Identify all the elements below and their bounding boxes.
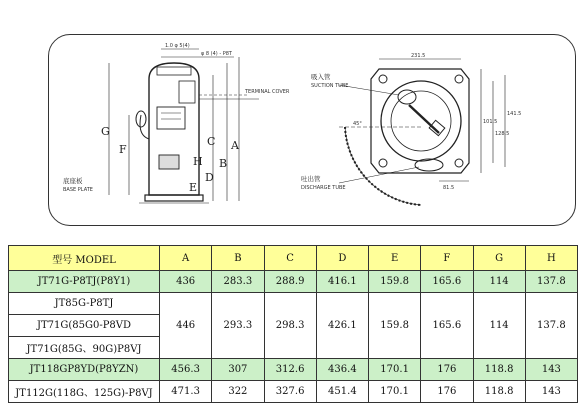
dim-angle-label: 45° bbox=[353, 121, 362, 127]
header-e: E bbox=[369, 246, 421, 271]
dim-e-label: E bbox=[189, 181, 198, 194]
cell-d: 451.4 bbox=[316, 381, 368, 403]
cell-h: 137.8 bbox=[525, 293, 577, 359]
dim-g-label: G bbox=[101, 125, 110, 138]
dim-top-left-label: 1.0 φ 5(4) bbox=[165, 43, 190, 49]
cell-c: 327.6 bbox=[264, 381, 316, 403]
cell-e: 170.1 bbox=[369, 359, 421, 381]
cell-model: JT71G(85G0-P8VD bbox=[9, 315, 160, 337]
cell-f: 176 bbox=[421, 359, 473, 381]
table-row bbox=[9, 381, 578, 403]
discharge-cn-label: 吐出管 bbox=[301, 175, 321, 183]
cell-model: JT85G-P8TJ bbox=[9, 293, 160, 315]
cell-h: 143 bbox=[525, 381, 577, 403]
compressor-dimension-drawing bbox=[49, 35, 575, 225]
dim-top-right-label: φ 8 (4) - P8T bbox=[201, 51, 232, 57]
cell-b: 307 bbox=[212, 359, 264, 381]
cell-g: 118.8 bbox=[473, 359, 525, 381]
suction-en-label: SUCTION TUBE bbox=[311, 83, 349, 89]
cell-d: 426.1 bbox=[316, 293, 368, 359]
header-b: B bbox=[212, 246, 264, 271]
header-d: D bbox=[316, 246, 368, 271]
compressor-top-view bbox=[339, 59, 505, 205]
dim-d-label: D bbox=[205, 171, 214, 184]
cell-c: 288.9 bbox=[264, 271, 316, 293]
cell-b: 322 bbox=[212, 381, 264, 403]
cell-g: 118.8 bbox=[473, 381, 525, 403]
compressor-dimension-table bbox=[8, 245, 578, 403]
dim-width-label: 231.5 bbox=[411, 53, 426, 59]
header-f: F bbox=[421, 246, 473, 271]
header-model: 型号 MODEL bbox=[9, 246, 160, 271]
cell-a: 471.3 bbox=[160, 381, 212, 403]
dim-f-label: F bbox=[119, 143, 127, 156]
cell-a: 456.3 bbox=[160, 359, 212, 381]
cell-h: 143 bbox=[525, 359, 577, 381]
dim-right-label: 101.5 bbox=[483, 119, 498, 125]
cell-d: 436.4 bbox=[316, 359, 368, 381]
cell-e: 159.8 bbox=[369, 293, 421, 359]
cell-h: 137.8 bbox=[525, 271, 577, 293]
table-header-row bbox=[9, 246, 578, 271]
base-plate-en-label: BASE PLATE bbox=[63, 187, 93, 193]
cell-c: 298.3 bbox=[264, 293, 316, 359]
dim-b-label: B bbox=[219, 157, 228, 170]
dim-a-label: A bbox=[231, 139, 239, 152]
dim-c-label: C bbox=[207, 135, 216, 148]
cell-c: 312.6 bbox=[264, 359, 316, 381]
compressor-side-view bbox=[109, 49, 259, 203]
cell-model: JT118GP8YD(P8YZN) bbox=[9, 359, 160, 381]
discharge-en-label: DISCHARGE TUBE bbox=[301, 185, 346, 191]
suction-cn-label: 吸入管 bbox=[311, 73, 331, 81]
dim-r1-label: 128.5 bbox=[495, 131, 510, 137]
technical-drawing-panel bbox=[48, 34, 576, 226]
header-a: A bbox=[160, 246, 212, 271]
header-h: H bbox=[525, 246, 577, 271]
cell-f: 165.6 bbox=[421, 271, 473, 293]
dim-r2-label: 141.5 bbox=[507, 111, 522, 117]
header-c: C bbox=[264, 246, 316, 271]
table-row bbox=[9, 271, 578, 293]
cell-e: 170.1 bbox=[369, 381, 421, 403]
dim-bottom-label: 81.5 bbox=[443, 185, 455, 191]
table-row bbox=[9, 293, 578, 315]
cell-a: 436 bbox=[160, 271, 212, 293]
cell-model: JT71G(85G、90G)P8VJ bbox=[9, 337, 160, 359]
cell-f: 165.6 bbox=[421, 293, 473, 359]
base-plate-cn-label: 底座板 bbox=[63, 177, 83, 185]
cell-e: 159.8 bbox=[369, 271, 421, 293]
cell-g: 114 bbox=[473, 271, 525, 293]
cell-b: 283.3 bbox=[212, 271, 264, 293]
cell-a: 446 bbox=[160, 293, 212, 359]
table-row bbox=[9, 359, 578, 381]
header-g: G bbox=[473, 246, 525, 271]
cell-model: JT71G-P8TJ(P8Y1) bbox=[9, 271, 160, 293]
dim-h-label: H bbox=[193, 155, 203, 168]
cell-model: JT112G(118G、125G)-P8VJ bbox=[9, 381, 160, 403]
cell-b: 293.3 bbox=[212, 293, 264, 359]
terminal-cover-label: TERMINAL COVER bbox=[245, 89, 290, 95]
cell-d: 416.1 bbox=[316, 271, 368, 293]
cell-g: 114 bbox=[473, 293, 525, 359]
cell-f: 176 bbox=[421, 381, 473, 403]
